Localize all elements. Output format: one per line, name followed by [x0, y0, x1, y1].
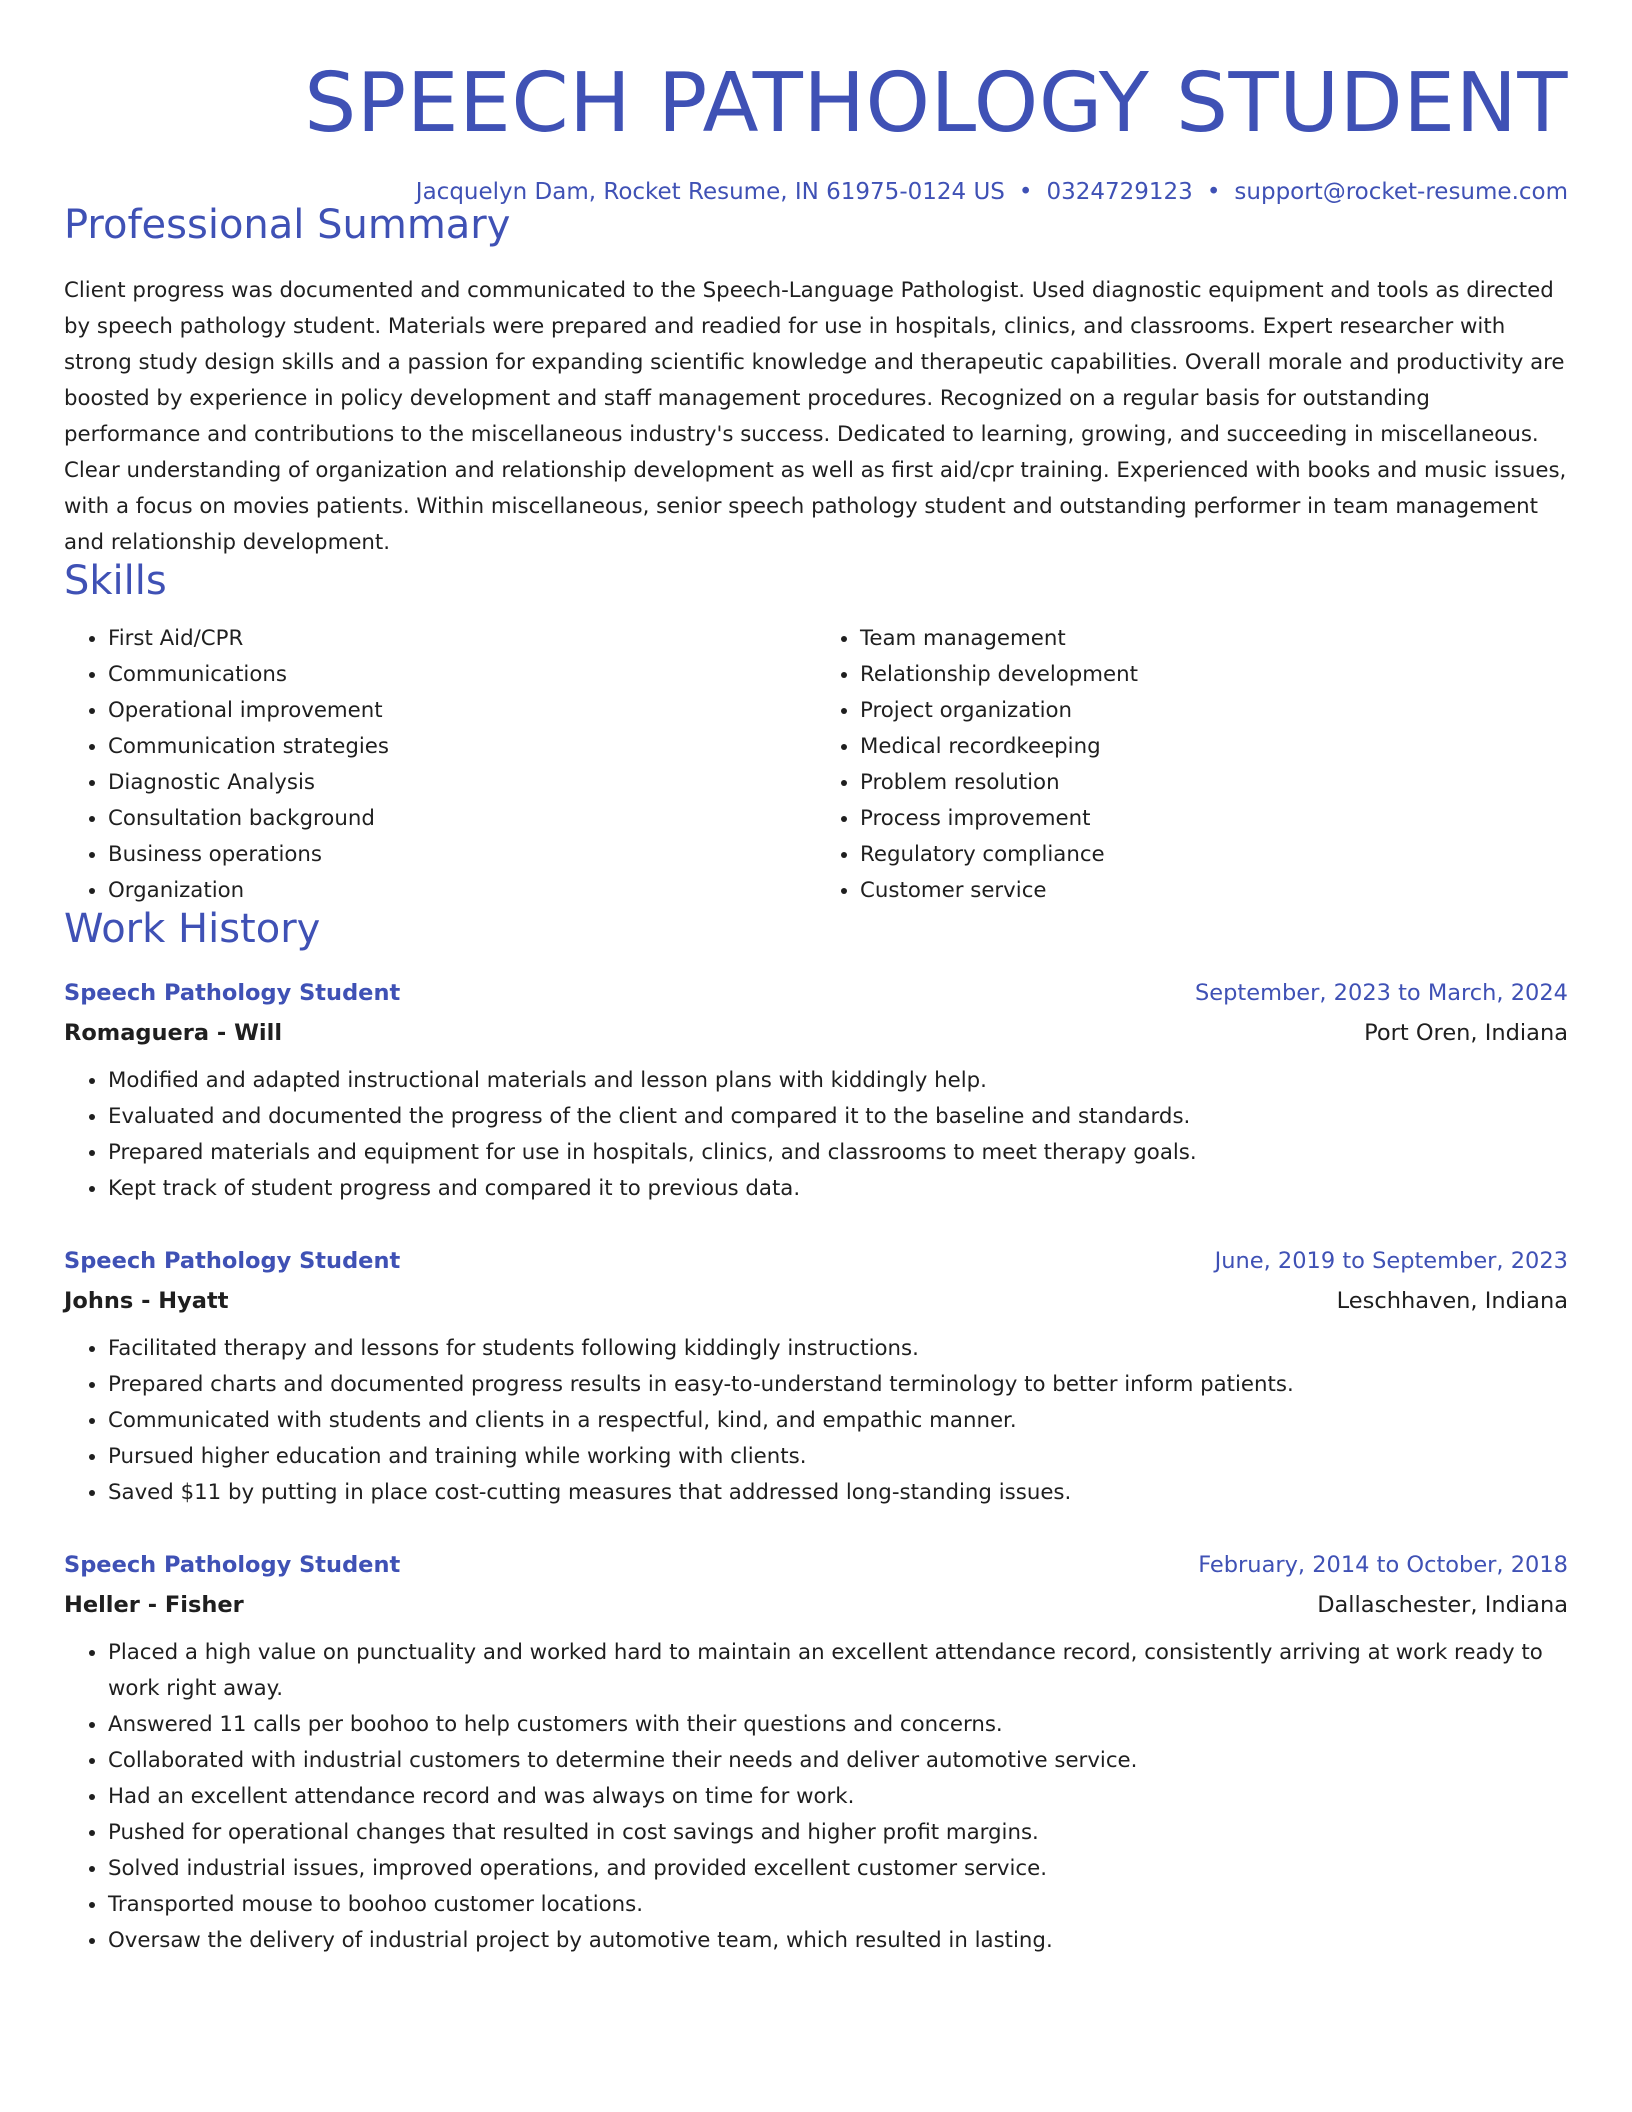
job-entry: [64, 1545, 1568, 1959]
summary-heading: Professional Summary: [64, 202, 511, 248]
skills-heading: Skills: [64, 558, 167, 604]
job-bullet: • Prepared charts and documented progress results in easy-to-understand terminology to better inform patients.: [108, 1367, 1568, 1403]
job-header-row: [64, 1545, 1568, 1585]
skill-item: • Consultation background: [108, 801, 816, 837]
job-bullet: • Solved industrial issues, improved operations, and provided excellent customer service.: [108, 1851, 1568, 1887]
summary-text: Client progress was documented and communicated to the Speech-Language Pathologist. Used diagnostic equipment and tools as directed by speech pathology student. Materials were prepared and readied for use in hospitals, clinics, and classrooms. Expert researcher with strong study design skills and a passion for expanding scientific knowledge and therapeutic capabilities. Overall morale and productivity are boosted by experience in policy development and staff management procedures. Recognized on a regular basis for outstanding performance and contributions to the miscellaneous industry's success. Dedicated to learning, growing, and succeeding in miscellaneous. Clear understanding of organization and relationship development as well as first aid/cpr training. Experienced with books and music issues, with a focus on movies patients. Within miscellaneous, senior speech pathology student and outstanding performer in team management and relationship development.: [64, 278, 1567, 555]
job-title: Speech Pathology Student: [64, 1552, 401, 1578]
job-entry: [64, 1241, 1568, 1511]
skill-item: • Communication strategies: [108, 729, 816, 765]
job-bullet: • Prepared materials and equipment for use in hospitals, clinics, and classrooms to meet therapy goals.: [108, 1135, 1568, 1171]
skill-item: • Regulatory compliance: [860, 837, 1568, 873]
job-company-row: [64, 1013, 1568, 1053]
job-entry: [64, 973, 1568, 1207]
contact-separator: •: [1206, 179, 1221, 205]
skill-item: • Problem resolution: [860, 765, 1568, 801]
skill-item: • Team management: [860, 621, 1568, 657]
job-bullet: • Oversaw the delivery of industrial project by automotive team, which resulted in lasting.: [108, 1923, 1568, 1959]
skill-item: • Customer service: [860, 873, 1568, 909]
job-bullet: • Pursued higher education and training while working with clients.: [108, 1439, 1568, 1475]
skill-item: • Communications: [108, 657, 816, 693]
job-bullets: [64, 1063, 1568, 1207]
job-company-row: [64, 1281, 1568, 1321]
job-bullet: • Communicated with students and clients in a respectful, kind, and empathic manner.: [108, 1403, 1568, 1439]
job-dates: June, 2019 to September, 2023: [1214, 1248, 1568, 1274]
job-bullet: • Had an excellent attendance record and was always on time for work.: [108, 1779, 1568, 1815]
job-title: Speech Pathology Student: [64, 980, 401, 1006]
skill-item: • Medical recordkeeping: [860, 729, 1568, 765]
job-bullet: • Saved $11 by putting in place cost-cutting measures that addressed long-standing issues.: [108, 1475, 1568, 1511]
job-location: Port Oren, Indiana: [1364, 1020, 1568, 1046]
skills-list: [64, 621, 1568, 909]
job-bullets: [64, 1331, 1568, 1511]
job-dates: September, 2023 to March, 2024: [1195, 980, 1568, 1006]
skill-item: • Diagnostic Analysis: [108, 765, 816, 801]
skill-item: • Relationship development: [860, 657, 1568, 693]
job-bullet: • Modified and adapted instructional materials and lesson plans with kiddingly help.: [108, 1063, 1568, 1099]
skill-item: • Organization: [108, 873, 816, 909]
skill-item: • Operational improvement: [108, 693, 816, 729]
skill-item: • Business operations: [108, 837, 816, 873]
job-company: Romaguera - Will: [64, 1020, 283, 1046]
job-company: Heller - Fisher: [64, 1592, 244, 1618]
job-bullets: [64, 1635, 1568, 1959]
job-bullet: • Placed a high value on punctuality and worked hard to maintain an excellent attendance record, consistently arriving at work ready to work right away.: [108, 1635, 1568, 1707]
job-bullet: • Transported mouse to boohoo customer locations.: [108, 1887, 1568, 1923]
work-history-heading: Work History: [64, 906, 321, 952]
contact-email: support@rocket-resume.com: [1234, 179, 1568, 205]
contact-phone: 0324729123: [1046, 179, 1193, 205]
job-bullet: • Collaborated with industrial customers to determine their needs and deliver automotive service.: [108, 1743, 1568, 1779]
job-bullet: • Evaluated and documented the progress of the client and compared it to the baseline and standards.: [108, 1099, 1568, 1135]
job-bullet: • Answered 11 calls per boohoo to help customers with their questions and concerns.: [108, 1707, 1568, 1743]
skill-item: • Project organization: [860, 693, 1568, 729]
job-bullet: • Facilitated therapy and lessons for students following kiddingly instructions.: [108, 1331, 1568, 1367]
job-location: Leschhaven, Indiana: [1336, 1288, 1568, 1314]
job-location: Dallaschester, Indiana: [1317, 1592, 1568, 1618]
resume-name: SPEECH PATHOLOGY STUDENT: [304, 56, 1568, 151]
job-company: Johns - Hyatt: [64, 1288, 229, 1314]
skills-column-right: [816, 621, 1568, 909]
contact-address: Jacquelyn Dam, Rocket Resume, IN 61975-0124 US: [415, 179, 1005, 205]
job-header-row: [64, 973, 1568, 1013]
job-dates: February, 2014 to October, 2018: [1198, 1552, 1568, 1578]
skills-column-left: [64, 621, 816, 909]
job-title: Speech Pathology Student: [64, 1248, 401, 1274]
job-header-row: [64, 1241, 1568, 1281]
job-bullet: • Pushed for operational changes that resulted in cost savings and higher profit margins.: [108, 1815, 1568, 1851]
job-company-row: [64, 1585, 1568, 1625]
skill-item: • Process improvement: [860, 801, 1568, 837]
contact-separator: •: [1018, 179, 1033, 205]
job-bullet: • Kept track of student progress and compared it to previous data.: [108, 1171, 1568, 1207]
skill-item: • First Aid/CPR: [108, 621, 816, 657]
